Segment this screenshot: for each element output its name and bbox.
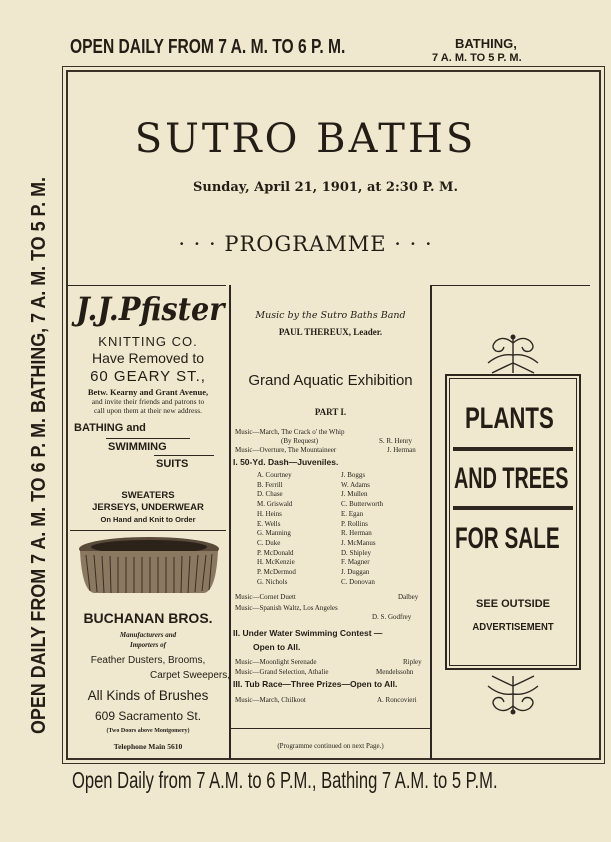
- competitor-name: J. Mullen: [341, 490, 368, 499]
- pfister-address: 60 GEARY ST.,: [90, 368, 206, 385]
- brush-illustration: [72, 533, 226, 599]
- top-banner-bathing-hours: 7 A. M. TO 5 P. M.: [432, 52, 522, 64]
- buchanan-brushes: All Kinds of Brushes: [87, 688, 209, 703]
- pfister-swimming: SWIMMING: [108, 441, 167, 453]
- bottom-banner: Open Daily from 7 A.M. to 6 P.M., Bathing 7 A.M. to 5 P.M.: [72, 767, 498, 793]
- event-date: Sunday, April 21, 1901, at 2:30 P. M.: [193, 180, 458, 195]
- top-banner-hours: OPEN DAILY FROM 7 A. M. TO 6 P. M.: [70, 36, 346, 58]
- buchanan-name: BUCHANAN BROS.: [83, 610, 213, 626]
- competitor-name: B. Ferrill: [257, 480, 283, 489]
- plants-adv: ADVERTISEMENT: [472, 622, 554, 633]
- divider: [70, 530, 226, 531]
- buchanan-importers: Importers of: [130, 641, 166, 649]
- divider: [432, 285, 590, 286]
- event-3: III. Tub Race—Three Prizes—Open to All.: [233, 679, 398, 689]
- competitor-name: H. McKenzie: [257, 558, 295, 567]
- plants-line-1: PLANTS: [465, 402, 554, 435]
- divider: [154, 455, 214, 456]
- programme-column: [231, 288, 430, 758]
- music-6: Music—Grand Selection, Athalie: [235, 668, 329, 676]
- music-2: Music—Overture, The Mountaineer: [235, 446, 337, 454]
- buchanan-address: 609 Sacramento St.: [94, 709, 202, 723]
- pfister-bathing: BATHING and: [74, 422, 146, 434]
- competitor-name: C. Duke: [257, 538, 281, 547]
- pfister-suits: SUITS: [156, 458, 189, 470]
- pfister-invite2: call upon them at their new address.: [93, 406, 203, 415]
- competitor-name: A. Courtney: [257, 471, 292, 479]
- event-1: I. 50-Yd. Dash—Juveniles.: [233, 457, 339, 467]
- music-1-note: (By Request): [281, 437, 319, 445]
- pfister-invite1: and invite their friends and patrons to: [91, 397, 205, 406]
- competitor-name: G. Nichols: [257, 577, 288, 586]
- plants-line-2: AND TREES: [454, 462, 569, 495]
- programme-heading: · · · PROGRAMME · · ·: [178, 232, 433, 256]
- competitor-name: H. Heins: [257, 509, 282, 518]
- top-banner-bathing: BATHING,: [455, 36, 517, 51]
- music-7-author: A. Roncovieri: [377, 696, 417, 704]
- plants-line-3: FOR SALE: [455, 522, 560, 555]
- event-2-note: Open to All.: [253, 642, 301, 652]
- competitor-name: D. Chase: [257, 490, 283, 499]
- ornament-bottom-icon: [482, 672, 544, 716]
- band-leader: PAUL THEREUX, Leader.: [278, 327, 383, 337]
- pfister-moved: Have Removed to: [91, 350, 205, 366]
- music-7: Music—March, Chilkoot: [235, 696, 306, 704]
- buchanan-ad: [70, 606, 231, 756]
- competitor-name: P. McDermod: [257, 568, 296, 576]
- divider: [231, 728, 430, 729]
- divider: [66, 285, 226, 286]
- music-4: Music—Spanish Waltz, Los Angeles: [235, 604, 338, 612]
- competitor-name: P. Rollins: [341, 519, 368, 528]
- page-title: SUTRO BATHS: [134, 116, 477, 162]
- competitor-name: P. McDonald: [257, 548, 294, 557]
- continued-note: (Programme continued on next Page.): [277, 742, 384, 750]
- competitor-name: G. Manning: [257, 529, 291, 538]
- competitor-name: E. Wells: [257, 519, 281, 528]
- music-4-author: D. S. Godfrey: [372, 613, 412, 621]
- buchanan-phone: Telephone Main 5610: [113, 742, 183, 751]
- divider: [453, 506, 573, 510]
- competitor-name: M. Griswald: [257, 500, 293, 509]
- competitor-name: F. Magner: [341, 558, 370, 567]
- music-3: Music—Cornet Duett: [235, 593, 296, 601]
- divider: [106, 438, 190, 439]
- pfister-between: Betw. Kearny and Grant Avenue,: [87, 387, 209, 397]
- plants-see: SEE OUTSIDE: [476, 598, 550, 610]
- side-banner: OPEN DAILY FROM 7 A. M. TO 6 P. M. BATHING, 7 A. M. TO 5 P. M.: [28, 177, 50, 734]
- ornament-top-icon: [482, 333, 544, 377]
- competitor-name: J. Boggs: [341, 471, 366, 479]
- pfister-brand: J.J.Pfister: [76, 290, 225, 328]
- music-1: Music—March, The Crack o' the Whip: [235, 428, 345, 436]
- music-3-author: Dalbey: [398, 593, 419, 601]
- buchanan-doors: (Two Doors above Montgomery): [106, 728, 190, 734]
- buchanan-carpet: Carpet Sweepers,: [150, 670, 231, 681]
- part-one: PART I.: [314, 407, 347, 417]
- buchanan-manufacturers: Manufacturers and: [119, 631, 177, 639]
- competitor-name: E. Egan: [341, 509, 364, 518]
- music-5-author: Ripley: [403, 658, 422, 666]
- competitor-name: J. McManus: [341, 538, 376, 547]
- divider: [453, 447, 573, 451]
- competitor-name: R. Herman: [341, 529, 372, 538]
- exhibition-title: Grand Aquatic Exhibition: [248, 372, 413, 389]
- band-name: Music by the Sutro Baths Band: [255, 310, 406, 321]
- competitor-name: J. Duggan: [341, 568, 370, 576]
- column-divider-right: [430, 285, 432, 759]
- pfister-jerseys: JERSEYS, UNDERWEAR: [92, 502, 204, 513]
- music-5: Music—Moonlight Serenade: [235, 658, 317, 666]
- pfister-company: KNITTING CO.: [98, 334, 198, 349]
- music-6-author: Mendelssohn: [376, 668, 414, 676]
- music-1-author: S. R. Henry: [379, 437, 413, 445]
- music-2-author: J. Herman: [387, 446, 416, 454]
- competitor-name: C. Donovan: [341, 577, 375, 586]
- event-2: II. Under Water Swimming Contest —: [233, 628, 383, 638]
- competitor-name: C. Butterworth: [341, 500, 383, 509]
- competitor-name: D. Shipley: [341, 548, 371, 557]
- pfister-knit: On Hand and Knit to Order: [100, 515, 196, 524]
- pfister-sweaters: SWEATERS: [121, 490, 175, 501]
- competitor-name: W. Adams: [341, 480, 370, 489]
- buchanan-feather: Feather Dusters, Brooms,: [90, 655, 206, 666]
